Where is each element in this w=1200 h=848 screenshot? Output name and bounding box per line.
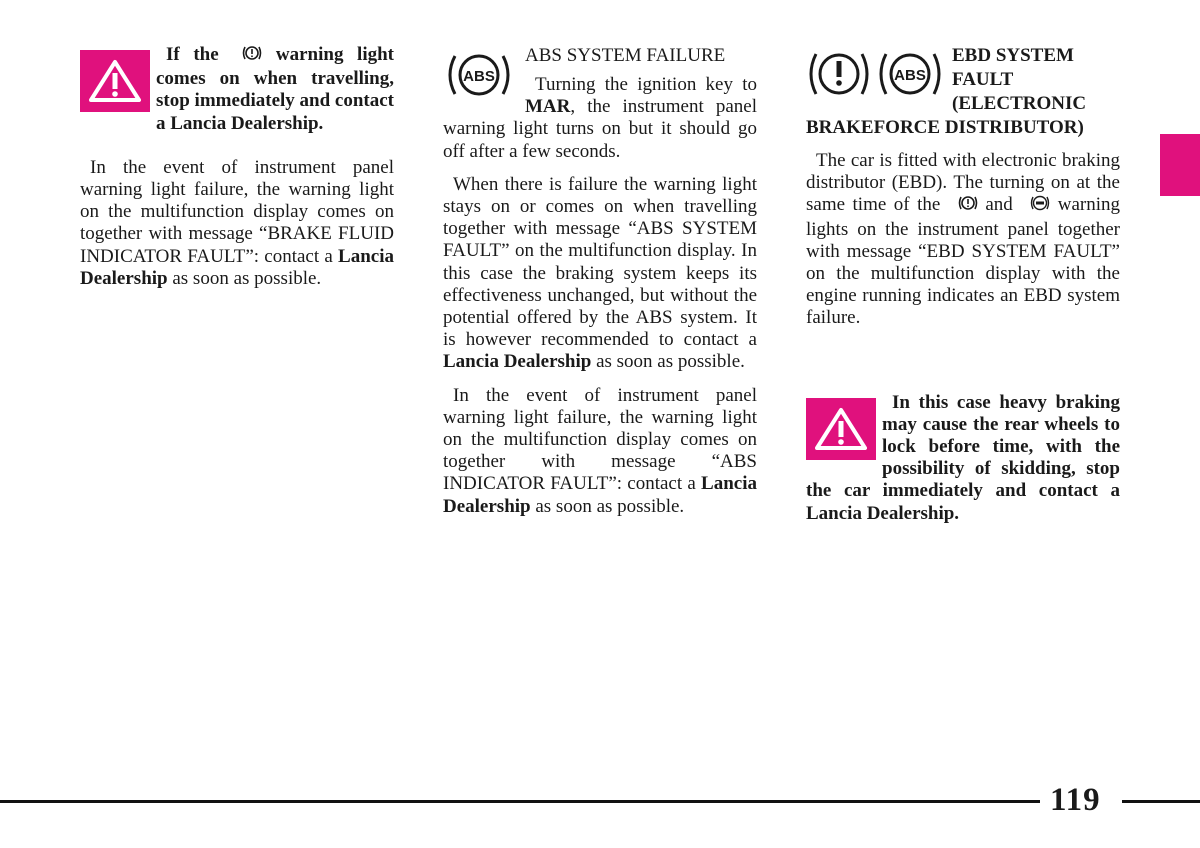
ebd-para-1: The car is fitted with electronic braking distributor (EBD). The turning on at the same time of the and warning lights on the instrument panel together with message “EBD SYSTEM FAULT” on the multifunction display with the engine running indicates an EBD system failure. bbox=[806, 150, 1121, 329]
brake-warning-icon bbox=[232, 44, 262, 68]
footer-rule-left bbox=[0, 800, 1040, 803]
warning-triangle-icon bbox=[80, 50, 150, 112]
abs-para-1: Turning the ignition key to MAR, the instrument panel warning light turns on but it should go off after a few seconds. bbox=[443, 74, 757, 162]
abs-small-icon bbox=[1020, 194, 1050, 218]
svg-text:ABS: ABS bbox=[894, 67, 926, 84]
abs-para-2: When there is failure the warning light stays on or comes on when travelling together with message “ABS SYSTEM FAULT” on the multifunction display. In this case the braking system keeps its effectiveness unchanged, but without the potential offered by the ABS system. It is however recommended to contact a Lancia Dealership as soon as possible. bbox=[443, 173, 757, 373]
ebd-warning-box bbox=[806, 392, 1120, 525]
abs-heading: ABS SYSTEM FAILURE bbox=[525, 45, 726, 66]
brake-warning-box bbox=[80, 44, 394, 135]
ebd-icons bbox=[806, 48, 946, 100]
footer-rule-right bbox=[1122, 800, 1200, 803]
brake-warning-icon bbox=[806, 48, 872, 100]
warning-triangle-icon bbox=[806, 398, 876, 460]
brake-warning-text: If the warning light comes on when travelling, stop immediately and contact a Lancia Dealership. bbox=[156, 44, 395, 134]
section-tab bbox=[1160, 134, 1200, 196]
brake-fluid-paragraph: In the event of instrument panel warning light failure, the warning light on the multifunction display comes on together with message “BRAKE FLUID INDICATOR FAULT”: contact a Lancia Dealership as soon as possible. bbox=[80, 156, 394, 289]
abs-icon bbox=[443, 50, 515, 106]
abs-para-3: In the event of instrument panel warning light failure, the warning light on the multifunction display comes on together with message “ABS INDICATOR FAULT”: contact a Lancia Dealership as soon as possible. bbox=[443, 384, 757, 517]
page-number: 119 bbox=[1050, 782, 1101, 818]
ebd-warning-text: In this case heavy braking may cause the rear wheels to lock before time, with the possibility of skidding, stop the car immediately and contact a Lancia Dealership. bbox=[806, 391, 1120, 524]
svg-text:ABS: ABS bbox=[463, 68, 495, 85]
brake-warning-small-icon bbox=[948, 194, 978, 218]
column-2 bbox=[443, 44, 757, 529]
abs-icon bbox=[874, 48, 946, 100]
column-3 bbox=[806, 44, 1120, 536]
ebd-heading: EBD SYSTEM FAULT (ELECTRONIC BRAKEFORCE DISTRIBUTOR) bbox=[806, 45, 1087, 138]
column-1 bbox=[80, 44, 394, 301]
